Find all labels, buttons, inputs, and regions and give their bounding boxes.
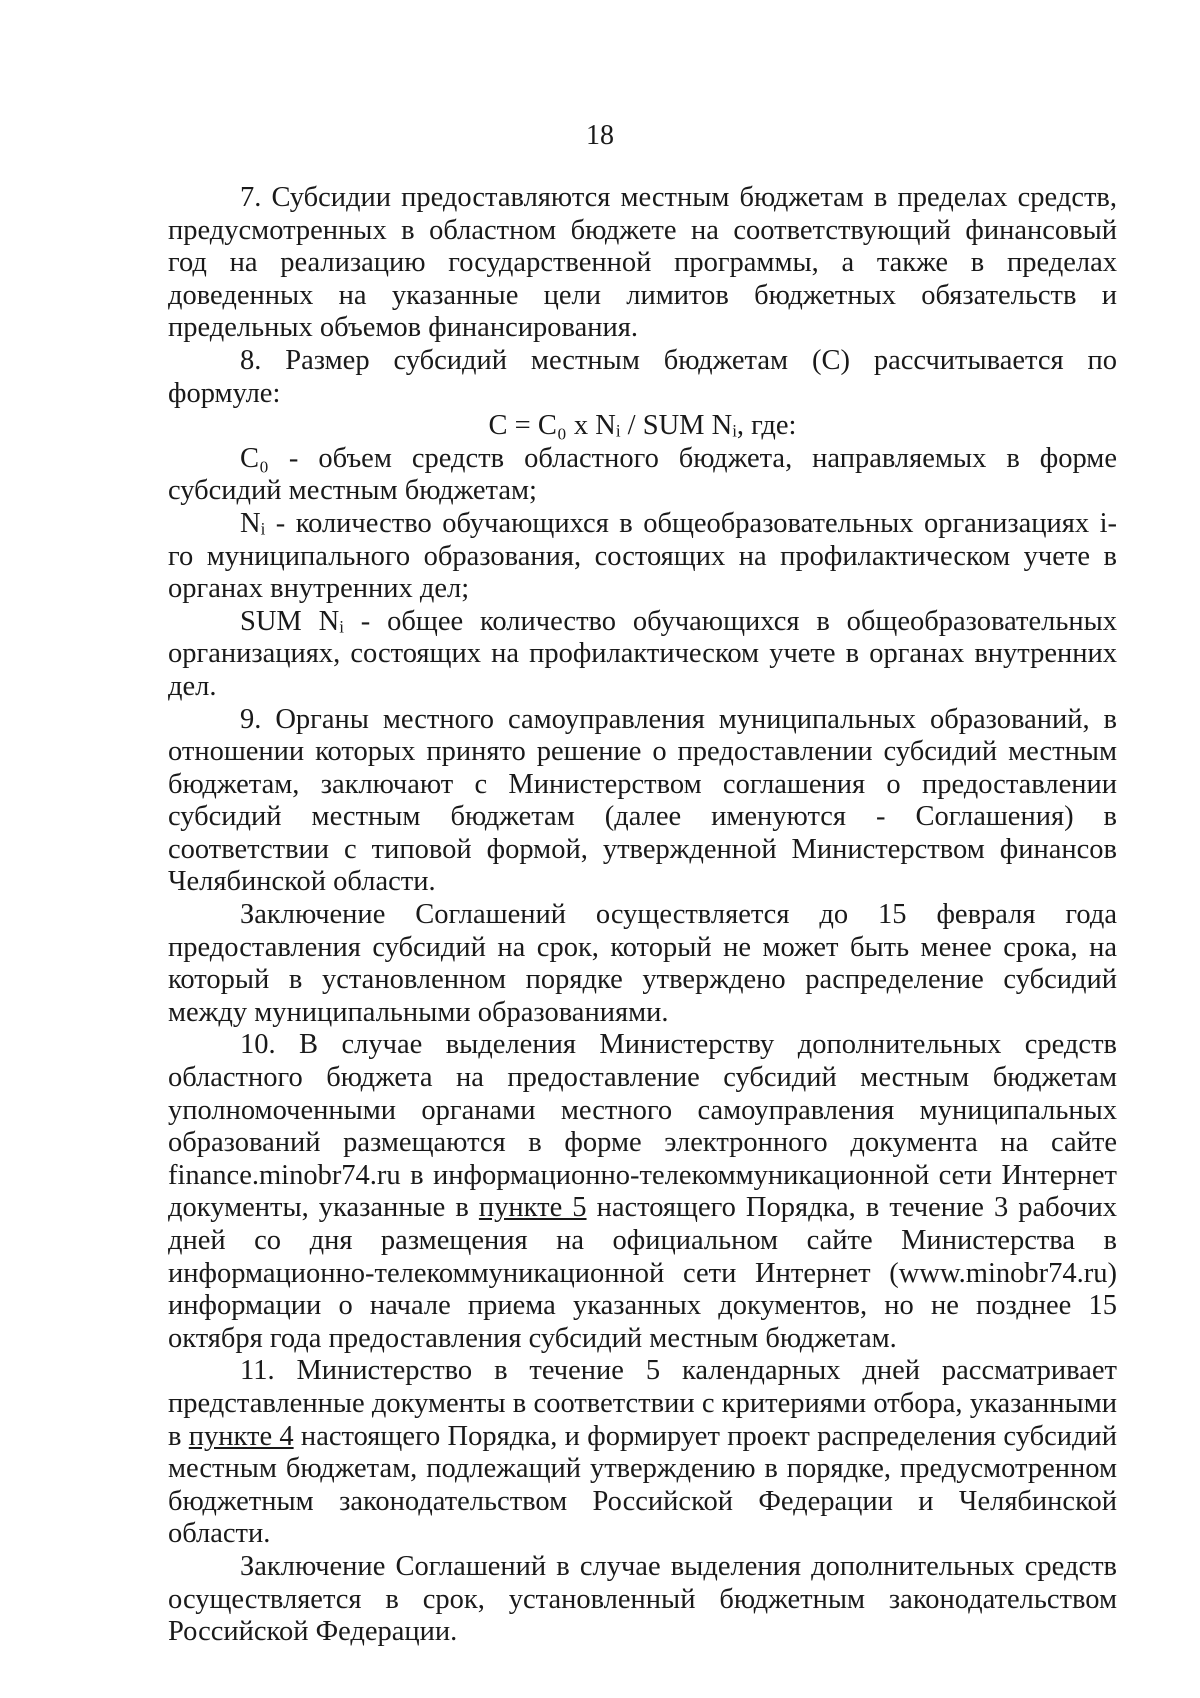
link-punkt-5[interactable]: пункте 5 [478, 1192, 587, 1224]
link-punkt-4[interactable]: пункте 4 [188, 1420, 294, 1452]
paragraph-7: 7. Субсидии предоставляются местным бюджетам в пределах средств, предусмотренных в областном бюджете на соответствующий финансовый год на реализацию государственной программы, а также в пределах доведенных на указанные цели лимитов бюджетных обязательств и предельных объемов финансирования. [168, 182, 1117, 344]
document-body [168, 182, 1117, 1649]
paragraph-9: 9. Органы местного самоуправления муниципальных образований, в отношении которых принято решение о предоставлении субсидий местным бюджетам, заключают с Министерством соглашения о предоставлении субсидий местным бюджетам (далее именуются - Соглашения) в соответствии с типовой формой, утвержденной Министерством финансов Челябинской области. [168, 703, 1117, 898]
paragraph-11-conclusion: Заключение Соглашений в случае выделения дополнительных средств осуществляется в срок, установленный бюджетным законодательством Российской Федерации. [168, 1550, 1117, 1648]
subsidy-formula: С = С₀ х Nᵢ / SUM Nᵢ, где: [488, 410, 797, 442]
definition-c0: С₀ - объем средств областного бюджета, направляемых в форме субсидий местным бюджетам; [168, 442, 1117, 507]
paragraph-11-text-start: 11. Министерство в течение 5 календарных дней рассматривает представленные документы в соответствии с критериями отбора, указанными в [168, 1355, 1117, 1452]
definition-ni: Nᵢ - количество обучающихся в общеобразовательных организациях i-го муниципального образования, состоящих на профилактическом учете в органах внутренних дел; [168, 507, 1117, 605]
definition-sum-ni: SUM Nᵢ - общее количество обучающихся в общеобразовательных организациях, состоящих на профилактическом учете в органах внутренних дел. [168, 605, 1117, 702]
paragraph-9-conclusion: Заключение Соглашений осуществляется до 15 февраля года предоставления субсидий на срок, который не может быть менее срока, на который в установленном порядке утверждено распределение субсидий между муниципальными образованиями. [168, 899, 1117, 1028]
paragraph-10 [168, 1029, 1117, 1355]
paragraph-10-text-start: 10. В случае выделения Министерству дополнительных средств областного бюджета на предоставление субсидий местным бюджетам уполномоченными органами местного самоуправления муниципальных образований размещаются в форме электронного документа на сайте finance.minobr74.ru в информационно-телекоммуникационной сети Интернет документы, указанные в [168, 1029, 1117, 1224]
paragraph-11 [168, 1355, 1117, 1551]
paragraph-10-text-end: настоящего Порядка, в течение 3 рабочих дней со дня размещения на официальном сайте Министерства в информационно-телекоммуникационной сети Интернет (www.minobr74.ru) информации о начале приема указанных документов, но не позднее 15 октября года предоставления субсидий местным бюджетам. [168, 1192, 1117, 1354]
paragraph-11-text-end: настоящего Порядка, и формирует проект распределения субсидий местным бюджетам, подлежащий утверждению в порядке, предусмотренном бюджетным законодательством Российской Федерации и Челябинской области. [168, 1420, 1117, 1550]
page-number: 18 [586, 120, 614, 151]
paragraph-8: 8. Размер субсидий местным бюджетам (С) рассчитывается по формуле: [168, 344, 1117, 409]
